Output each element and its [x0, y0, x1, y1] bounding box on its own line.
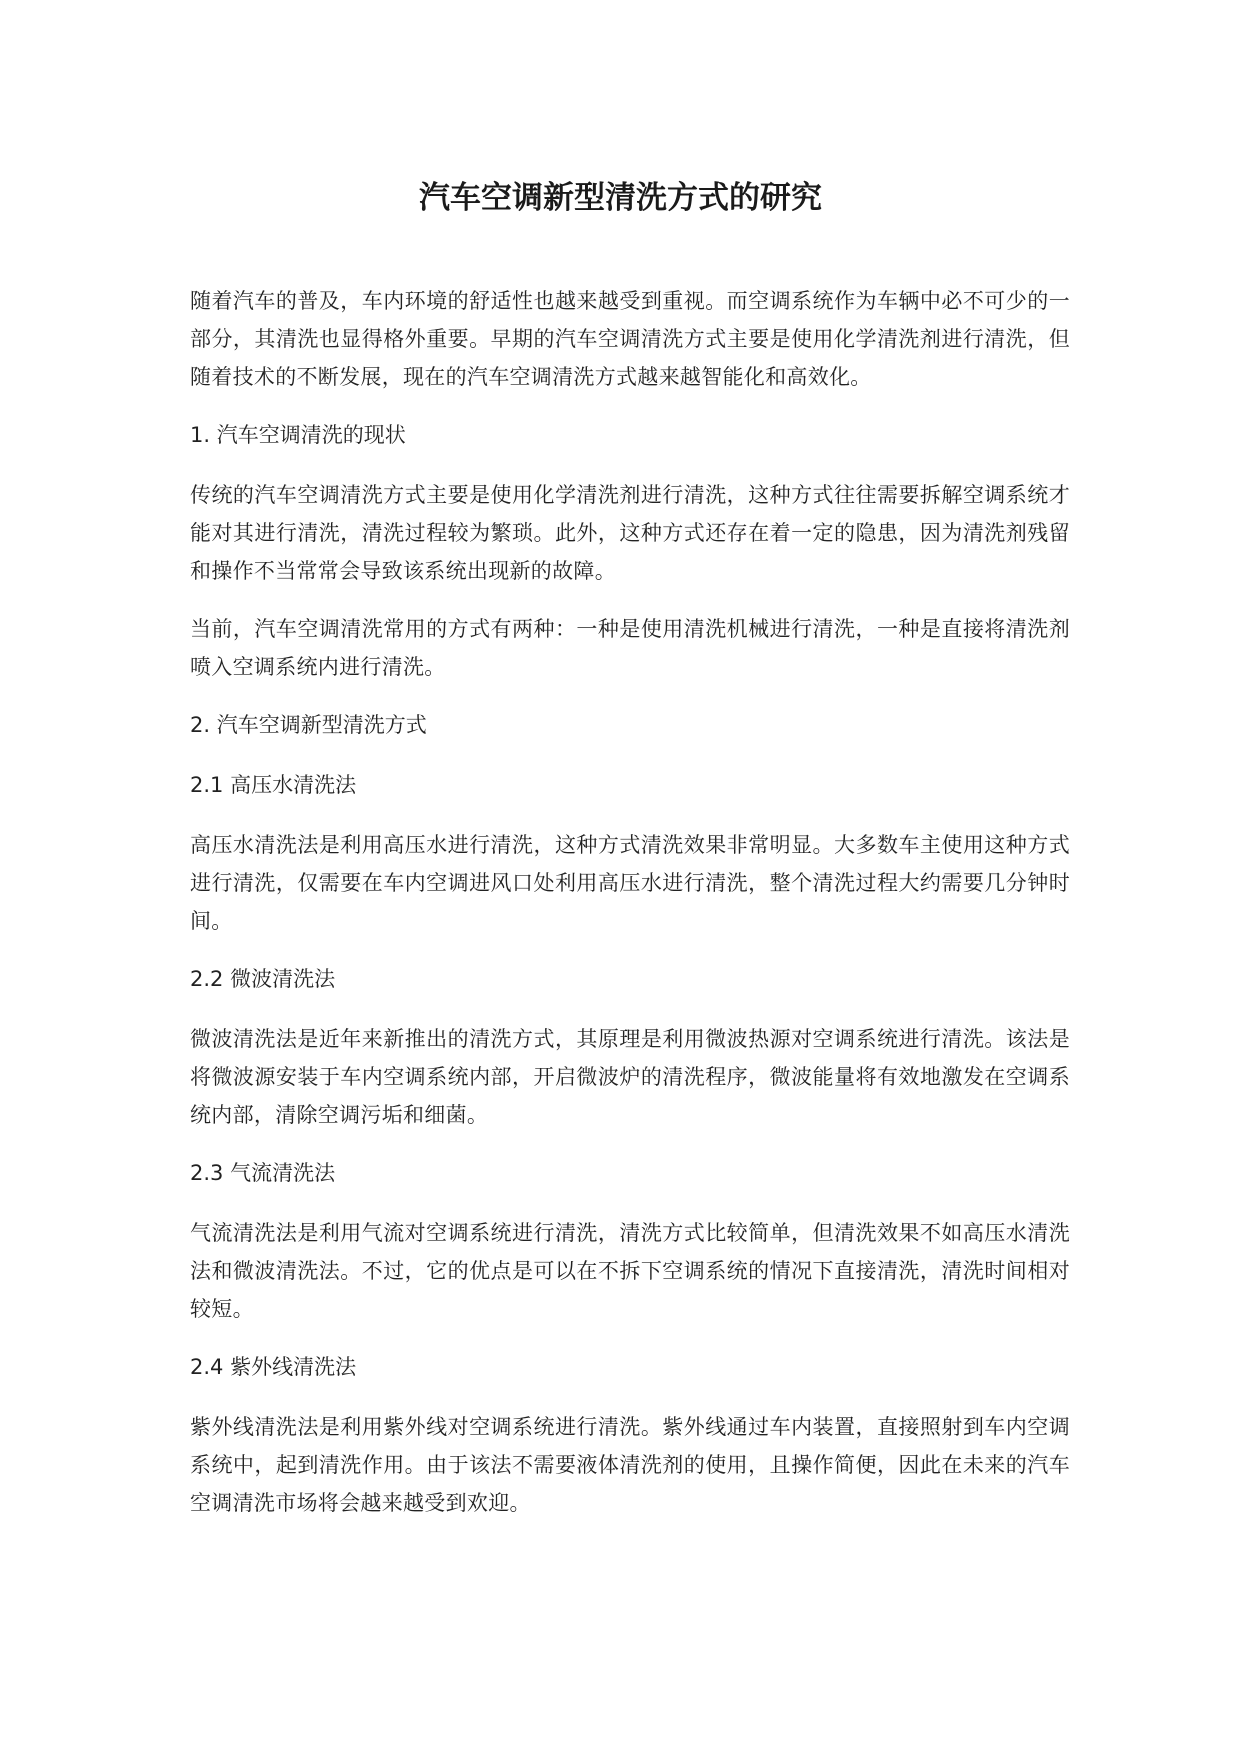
section-1-paragraph-2: 当前，汽车空调清洗常用的方式有两种：一种是使用清洗机械进行清洗，一种是直接将清洗剂喷入空调系统内进行清洗。: [190, 617, 1070, 679]
section-heading-1: 1. 汽车空调清洗的现状: [190, 423, 406, 447]
subsection-heading-2-1: 2.1 高压水清洗法: [190, 773, 357, 797]
subsection-2-1-paragraph: 高压水清洗法是利用高压水进行清洗，这种方式清洗效果非常明显。大多数车主使用这种方式进行清洗，仅需要在车内空调进风口处利用高压水进行清洗，整个清洗过程大约需要几分钟时间。: [190, 833, 1070, 933]
subsection-2-4-paragraph: 紫外线清洗法是利用紫外线对空调系统进行清洗。紫外线通过车内装置，直接照射到车内空调系统中，起到清洗作用。由于该法不需要液体清洗剂的使用，且操作简便，因此在未来的汽车空调清洗市场将会越来越受到欢迎。: [190, 1415, 1070, 1515]
page-title: 汽车空调新型清洗方式的研究: [419, 180, 822, 216]
subsection-heading-2-2: 2.2 微波清洗法: [190, 967, 336, 991]
subsection-2-2-paragraph: 微波清洗法是近年来新推出的清洗方式，其原理是利用微波热源对空调系统进行清洗。该法是将微波源安装于车内空调系统内部，开启微波炉的清洗程序，微波能量将有效地激发在空调系统内部，清除空调污垢和细菌。: [190, 1027, 1070, 1127]
intro-paragraph: 随着汽车的普及，车内环境的舒适性也越来越受到重视。而空调系统作为车辆中必不可少的一部分，其清洗也显得格外重要。早期的汽车空调清洗方式主要是使用化学清洗剂进行清洗，但随着技术的不断发展，现在的汽车空调清洗方式越来越智能化和高效化。: [190, 289, 1070, 389]
document-body: [190, 282, 1070, 1542]
subsection-heading-2-4: 2.4 紫外线清洗法: [190, 1355, 357, 1379]
subsection-2-3-paragraph: 气流清洗法是利用气流对空调系统进行清洗，清洗方式比较简单，但清洗效果不如高压水清洗法和微波清洗法。不过，它的优点是可以在不拆下空调系统的情况下直接清洗，清洗时间相对较短。: [190, 1221, 1070, 1321]
section-1-paragraph-1: 传统的汽车空调清洗方式主要是使用化学清洗剂进行清洗，这种方式往往需要拆解空调系统才能对其进行清洗，清洗过程较为繁琐。此外，这种方式还存在着一定的隐患，因为清洗剂残留和操作不当常常会导致该系统出现新的故障。: [190, 483, 1070, 583]
section-heading-2: 2. 汽车空调新型清洗方式: [190, 713, 427, 737]
subsection-heading-2-3: 2.3 气流清洗法: [190, 1161, 336, 1185]
